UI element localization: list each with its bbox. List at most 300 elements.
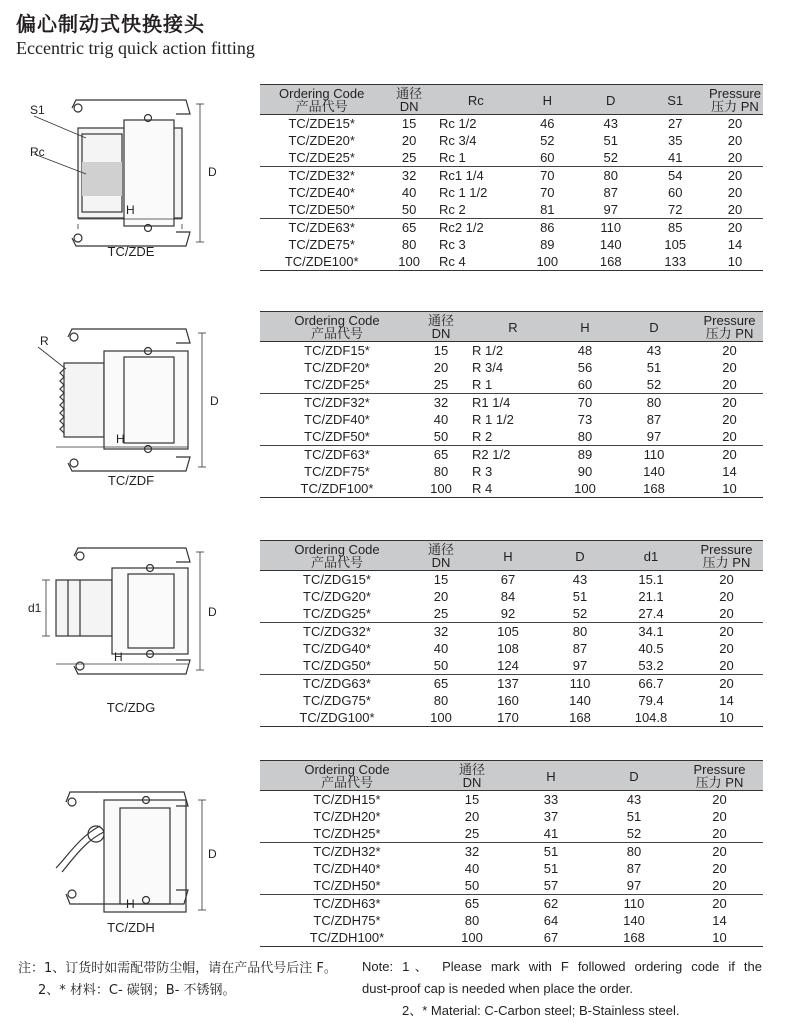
table-cell: 67 [510, 929, 592, 947]
table-cell: 40 [433, 411, 449, 427]
col-pressure: Pressure 压力 PN [676, 761, 763, 791]
table-cell: 100 [558, 480, 612, 498]
table-row [260, 605, 763, 623]
table-cell: 100 [414, 480, 468, 498]
notes-english [362, 956, 762, 1022]
table-cell: 20 [727, 219, 743, 235]
cell-ordering-code: TC/ZDH50* [260, 877, 434, 895]
table-cell: 80 [646, 394, 662, 410]
table-cell: 51 [543, 843, 559, 859]
table-cell: 27 [667, 115, 683, 131]
col-h: H [468, 541, 548, 571]
col-dn: 通径 DN [414, 312, 468, 342]
table-cell: 20 [719, 640, 734, 656]
table-cell: 108 [497, 640, 519, 656]
table-cell: 43 [646, 342, 662, 358]
table-cell: 50 [383, 201, 435, 219]
table-cell: 40 [433, 640, 449, 656]
table-cell: 97 [578, 201, 643, 219]
table-cell: 70 [540, 167, 555, 183]
col-dn: 通径 DN [414, 541, 468, 571]
table-cell: 20 [676, 825, 763, 843]
note-en-2: dust-proof cap is needed when place the order. [362, 981, 634, 996]
table-cell: 27.4 [612, 605, 690, 623]
fitting-zdg-drawing [16, 540, 246, 710]
table-cell: 60 [667, 184, 683, 200]
table-cell: 10 [696, 480, 763, 498]
table-cell: 133 [643, 253, 707, 271]
table-cell: 97 [612, 428, 696, 446]
table-body [260, 571, 763, 727]
page-title-cn: 偏心制动式快换接头 [16, 12, 205, 36]
table-cell: 110 [623, 895, 645, 911]
table-cell: 15 [433, 342, 449, 358]
dim-label-h: H [126, 203, 135, 217]
table-row [260, 428, 763, 446]
table-cell: 14 [719, 692, 734, 708]
col-h: H [510, 761, 592, 791]
table-row [260, 692, 763, 709]
table-row [260, 184, 763, 201]
table-cell: 168 [578, 253, 643, 271]
table-cell: 20 [696, 376, 763, 394]
table-cell: 20 [401, 132, 417, 148]
dim-label-h: H [126, 897, 135, 911]
cell-ordering-code: TC/ZDG50* [260, 657, 414, 675]
drawing-zdf [16, 311, 246, 488]
table-row [260, 808, 763, 825]
table-cell: 32 [433, 623, 449, 639]
table-cell: 25 [414, 376, 468, 394]
table-cell: 89 [577, 446, 593, 462]
table-cell: 70 [577, 394, 593, 410]
cell-ordering-code: TC/ZDF75* [304, 463, 370, 479]
table-cell: 168 [592, 929, 676, 947]
table-cell: Rc2 1/2 [438, 219, 484, 235]
table-cell: 80 [603, 167, 618, 183]
table-cell: 51 [572, 588, 588, 604]
cell-ordering-code: TC/ZDG15* [303, 571, 371, 587]
cell-ordering-code: TC/ZDH40* [313, 860, 381, 876]
table-cell: 10 [676, 929, 763, 947]
table-cell: 52 [592, 825, 676, 843]
table-cell: 140 [623, 912, 645, 928]
table-row [260, 877, 763, 895]
table-row [260, 253, 763, 271]
col-h: H [558, 312, 612, 342]
table-cell: 41 [510, 825, 592, 843]
table-cell: 52 [548, 605, 612, 623]
table-cell: 20 [712, 860, 727, 876]
table-cell: 10 [707, 253, 763, 271]
dim-label-rc: Rc [30, 145, 45, 159]
table-row [260, 394, 763, 412]
cell-ordering-code: TC/ZDG40* [303, 640, 371, 656]
table-cell: R 1/2 [472, 342, 504, 358]
table-cell: 53.2 [612, 657, 690, 675]
dim-label-d: D [208, 605, 217, 619]
table-row [260, 463, 763, 480]
table-cell: Rc 1/2 [438, 115, 477, 131]
table-cell: 87 [646, 411, 662, 427]
table-cell: 46 [540, 115, 555, 131]
cell-ordering-code: TC/ZDH75* [313, 912, 381, 928]
table-cell: 14 [727, 236, 743, 252]
dim-label-d: D [210, 394, 219, 408]
cell-ordering-code: TC/ZDH15* [313, 791, 381, 807]
table-row [260, 359, 763, 376]
drawing-zde [16, 84, 246, 259]
table-cell: 20 [727, 132, 743, 148]
table-body [260, 342, 763, 498]
cell-ordering-code: TC/ZDH20* [313, 808, 381, 824]
table-cell: 87 [603, 184, 618, 200]
table-cell: 80 [558, 428, 612, 446]
table-cell: 20 [727, 115, 743, 131]
dim-label-d1: d1 [28, 601, 42, 615]
table-cell: 20 [722, 411, 737, 427]
table-row [260, 342, 763, 360]
table-cell: 168 [548, 709, 612, 727]
spec-table-zde [260, 84, 763, 271]
table-row [260, 167, 763, 185]
table-cell: 60 [558, 376, 612, 394]
drawing-zdh [16, 760, 246, 935]
drawing-caption: TC/ZDH [107, 920, 155, 935]
table-cell: 80 [626, 843, 642, 859]
table-cell: 33 [543, 791, 559, 807]
table-row [260, 480, 763, 498]
table-row [260, 675, 763, 693]
table-cell: 40 [401, 184, 417, 200]
table-cell: 20 [433, 359, 449, 375]
cell-ordering-code: TC/ZDE25* [260, 149, 383, 167]
table-cell: 86 [540, 219, 555, 235]
table-cell: 51 [603, 132, 618, 148]
fitting-zdh-drawing [16, 760, 246, 930]
cell-ordering-code: TC/ZDH32* [313, 843, 381, 859]
table-cell: 20 [719, 675, 734, 691]
col-pressure: Pressure 压力 PN [696, 312, 763, 342]
table-cell: 10 [690, 709, 763, 727]
table-cell: 52 [578, 149, 643, 167]
table-cell: 124 [468, 657, 548, 675]
table-cell: R 1 [468, 376, 558, 394]
spec-table-zdh [260, 760, 763, 947]
table-row [260, 657, 763, 675]
table-cell: 14 [712, 912, 727, 928]
table-cell: 20 [722, 359, 737, 375]
table-body [260, 115, 763, 271]
cell-ordering-code: TC/ZDF25* [260, 376, 414, 394]
table-cell: 20 [464, 808, 480, 824]
table-cell: 65 [401, 219, 417, 235]
table-cell: R 3/4 [472, 359, 504, 375]
table-cell: 73 [577, 411, 593, 427]
drawing-caption: TC/ZDE [107, 244, 155, 259]
table-header [260, 85, 763, 115]
table-cell: 20 [722, 342, 737, 358]
table-cell: 20 [707, 201, 763, 219]
table-cell: 97 [548, 657, 612, 675]
table-cell: 168 [612, 480, 696, 498]
table-cell: 51 [626, 808, 642, 824]
cell-ordering-code: TC/ZDG63* [303, 675, 371, 691]
table-cell: 65 [433, 675, 449, 691]
cell-ordering-code: TC/ZDF50* [260, 428, 414, 446]
table-cell: 85 [667, 219, 683, 235]
table-cell: 80 [401, 236, 417, 252]
table-cell: 43 [626, 791, 642, 807]
table-cell: 80 [433, 692, 449, 708]
notes-chinese [18, 958, 337, 1002]
table-cell: 66.7 [638, 675, 664, 691]
table-cell: 20 [690, 657, 763, 675]
table-cell: 14 [722, 463, 737, 479]
table-cell: 62 [543, 895, 559, 911]
cell-ordering-code: TC/ZDG25* [260, 605, 414, 623]
table-cell: 20 [727, 184, 743, 200]
dim-label-d: D [208, 847, 217, 861]
table-cell: 72 [643, 201, 707, 219]
table-cell: 20 [433, 588, 449, 604]
dim-label-d: D [208, 165, 217, 179]
table-cell: 37 [543, 808, 559, 824]
table-cell: 110 [569, 675, 591, 691]
cell-ordering-code: TC/ZDE15* [288, 115, 355, 131]
table-row [260, 411, 763, 428]
cell-ordering-code: TC/ZDE20* [288, 132, 355, 148]
table-cell: 40 [464, 860, 480, 876]
table-cell: 110 [600, 219, 622, 235]
fitting-zdf-drawing [16, 311, 246, 481]
table-row [260, 825, 763, 843]
table-cell: 34.1 [638, 623, 664, 639]
table-cell: 140 [643, 463, 665, 479]
table-cell: 32 [433, 394, 449, 410]
table-cell: 21.1 [638, 588, 664, 604]
table-cell: 65 [464, 895, 480, 911]
table-cell: 56 [577, 359, 593, 375]
cell-ordering-code: TC/ZDG20* [303, 588, 371, 604]
col-d: D [592, 761, 676, 791]
col-ordering-code: Ordering Code 产品代号 [260, 761, 434, 791]
dim-label-h: H [114, 650, 123, 664]
table-cell: 50 [434, 877, 510, 895]
dim-label-r: R [40, 334, 49, 348]
table-cell: 90 [577, 463, 593, 479]
table-cell: 100 [434, 929, 510, 947]
table-row [260, 219, 763, 237]
table-cell: 137 [497, 675, 519, 691]
table-row [260, 623, 763, 641]
col-dn: 通径 DN [434, 761, 510, 791]
table-cell: Rc 3 [438, 236, 466, 252]
table-cell: 80 [572, 623, 588, 639]
table-cell: 80 [464, 912, 480, 928]
table-cell: 87 [626, 860, 642, 876]
table-cell: 20 [696, 428, 763, 446]
cell-ordering-code: TC/ZDE32* [288, 167, 355, 183]
table-cell: 64 [543, 912, 559, 928]
table-cell: 15.1 [638, 571, 664, 587]
table-cell: 20 [722, 446, 737, 462]
table-row [260, 843, 763, 861]
cell-ordering-code: TC/ZDF40* [304, 411, 370, 427]
table-row [260, 912, 763, 929]
table-header [260, 761, 763, 791]
cell-ordering-code: TC/ZDF32* [304, 394, 370, 410]
table-cell: 50 [414, 428, 468, 446]
col-ordering-code: Ordering Code 产品代号 [260, 541, 414, 571]
col-d: D [612, 312, 696, 342]
table-cell: Rc 2 [435, 201, 517, 219]
col-d: D [578, 85, 643, 115]
dim-label-h: H [116, 432, 125, 446]
table-cell: Rc 4 [435, 253, 517, 271]
table-row [260, 446, 763, 464]
table-cell: 70 [540, 184, 555, 200]
cell-ordering-code: TC/ZDH100* [260, 929, 434, 947]
table-cell: R2 1/2 [472, 446, 511, 462]
table-cell: 67 [500, 571, 516, 587]
table-cell: 20 [712, 808, 727, 824]
table-cell: R 3 [472, 463, 493, 479]
col-d1: d1 [612, 541, 690, 571]
table-cell: 15 [401, 115, 417, 131]
table-cell: 100 [383, 253, 435, 271]
table-cell: 100 [414, 709, 468, 727]
table-cell: 54 [667, 167, 683, 183]
table-cell: 140 [569, 692, 591, 708]
table-row [260, 929, 763, 947]
col-h: H [517, 85, 578, 115]
table-cell: 20 [727, 167, 743, 183]
table-cell: 104.8 [612, 709, 690, 727]
table-cell: Rc 1 1/2 [438, 184, 488, 200]
page-title-en: Eccentric trig quick action fitting [16, 38, 255, 58]
table-cell: 65 [433, 446, 449, 462]
cell-ordering-code: TC/ZDE40* [288, 184, 355, 200]
table-cell: 20 [707, 149, 763, 167]
cell-ordering-code: TC/ZDE75* [288, 236, 355, 252]
col-s1: S1 [643, 85, 707, 115]
cell-ordering-code: TC/ZDG32* [303, 623, 371, 639]
cell-ordering-code: TC/ZDE50* [260, 201, 383, 219]
col-ordering-code: Ordering Code 产品代号 [260, 85, 383, 115]
table-cell: 15 [464, 791, 480, 807]
table-row [260, 201, 763, 219]
note-en-1: Note: 1、 Please mark with F followed ordering code if the [362, 959, 762, 974]
table-row [260, 149, 763, 167]
cell-ordering-code: TC/ZDF15* [304, 342, 370, 358]
note-en-3: 2、* Material: C-Carbon steel; B-Stainless steel. [402, 1003, 680, 1018]
cell-ordering-code: TC/ZDG75* [303, 692, 371, 708]
drawing-zdg [16, 540, 246, 715]
col-dn: 通径 DN [383, 85, 435, 115]
table-row [260, 236, 763, 253]
col-pressure: Pressure 压力 PN [690, 541, 763, 571]
table-cell: 80 [433, 463, 449, 479]
table-row [260, 588, 763, 605]
table-cell: 20 [690, 605, 763, 623]
table-cell: R 1 1/2 [472, 411, 514, 427]
cell-ordering-code: TC/ZDG100* [260, 709, 414, 727]
table-cell: 15 [433, 571, 449, 587]
table-cell: 51 [646, 359, 662, 375]
table-body [260, 791, 763, 947]
table-cell: R 4 [468, 480, 558, 498]
table-cell: 20 [712, 895, 727, 911]
table-cell: 20 [722, 394, 737, 410]
table-cell: 110 [643, 446, 665, 462]
table-header [260, 541, 763, 571]
table-cell: 20 [719, 588, 734, 604]
table-cell: 60 [517, 149, 578, 167]
cell-ordering-code: TC/ZDF100* [260, 480, 414, 498]
table-cell: 52 [540, 132, 555, 148]
table-cell: 32 [401, 167, 417, 183]
table-cell: R 2 [468, 428, 558, 446]
dim-label-s1: S1 [30, 103, 45, 117]
table-cell: Rc 3/4 [438, 132, 477, 148]
table-row [260, 709, 763, 727]
table-row [260, 860, 763, 877]
spec-table-zdf [260, 311, 763, 498]
table-cell: 43 [572, 571, 588, 587]
cell-ordering-code: TC/ZDF63* [304, 446, 370, 462]
table-cell: 41 [643, 149, 707, 167]
col-pressure: Pressure 压力 PN [708, 86, 761, 114]
col-rc: Rc [435, 85, 517, 115]
table-cell: 20 [719, 571, 734, 587]
table-cell: 48 [577, 342, 593, 358]
table-cell: 97 [592, 877, 676, 895]
cell-ordering-code: TC/ZDE100* [260, 253, 383, 271]
note-cn-1: 注：1、订货时如需配带防尘帽，请在产品代号后注 F。 [18, 961, 337, 976]
table-cell: 89 [540, 236, 555, 252]
table-cell: 25 [383, 149, 435, 167]
table-cell: 40.5 [638, 640, 664, 656]
table-cell: 25 [434, 825, 510, 843]
table-cell: 140 [599, 236, 622, 252]
col-ordering-code: Ordering Code 产品代号 [260, 312, 414, 342]
table-row [260, 571, 763, 589]
table-cell: 100 [517, 253, 578, 271]
table-header [260, 312, 763, 342]
table-row [260, 640, 763, 657]
table-row [260, 132, 763, 149]
table-cell: 105 [497, 623, 519, 639]
table-cell: 92 [468, 605, 548, 623]
table-cell: 84 [500, 588, 516, 604]
table-cell: 170 [468, 709, 548, 727]
cell-ordering-code: TC/ZDH63* [313, 895, 381, 911]
drawing-caption: TC/ZDG [106, 700, 156, 715]
table-row [260, 115, 763, 133]
table-cell: 87 [572, 640, 588, 656]
table-cell: 57 [510, 877, 592, 895]
table-cell: 79.4 [638, 692, 664, 708]
fitting-zde-drawing [16, 84, 246, 254]
cell-ordering-code: TC/ZDE63* [288, 219, 355, 235]
cell-ordering-code: TC/ZDH25* [260, 825, 434, 843]
table-cell: 35 [667, 132, 683, 148]
table-row [260, 376, 763, 394]
col-d: D [548, 541, 612, 571]
table-cell: 20 [676, 877, 763, 895]
table-cell: 52 [612, 376, 696, 394]
